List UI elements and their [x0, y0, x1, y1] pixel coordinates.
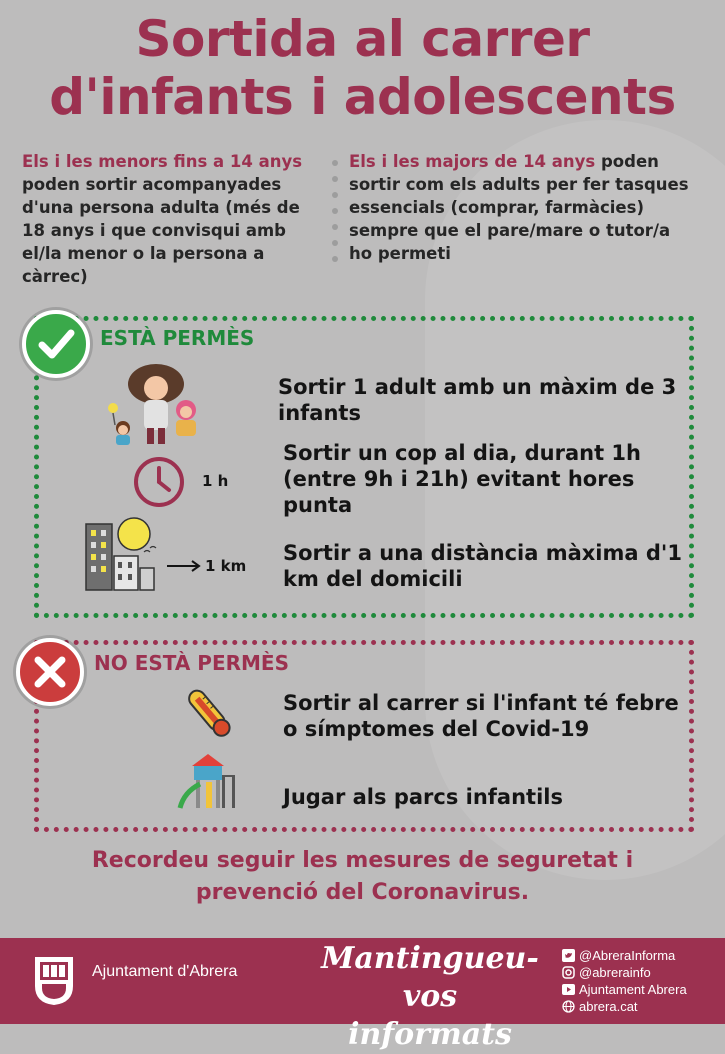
- allowed-item-1: Sortir 1 adult amb un màxim de 3 infants: [278, 375, 677, 425]
- playground-icon: [176, 752, 240, 810]
- forbidden-item-2: Jugar als parcs infantils: [283, 785, 563, 809]
- intro-right-text: poden sortir com els adults per fer tasques essencials (comprar, farmàcies) sempre que el pare/mare o tutor/a ho permeti: [349, 152, 689, 263]
- social-website[interactable]: [562, 998, 687, 1015]
- intro-right-highlight: Els i les majors de 14 anys: [349, 152, 596, 171]
- intro-left-text: poden sortir acompanyades d'una persona adulta (més de 18 anys i que convisqui amb el/la menor o la persona a càrrec): [22, 175, 300, 286]
- arrow-right-icon: [166, 560, 202, 572]
- time-label: 1 h: [202, 472, 229, 490]
- city-icon: [82, 512, 162, 592]
- intro-over-14: [349, 150, 689, 265]
- allowed-item-2: Sortir un cop al dia, durant 1h (entre 9h i 21h) evitant hores punta: [283, 441, 641, 517]
- slogan-line-2: informats: [348, 1017, 512, 1052]
- social-twitter-label: @AbreraInforma: [579, 948, 676, 963]
- title-line-2: d'infants i adolescents: [49, 68, 676, 126]
- coat-of-arms-logo: [34, 956, 74, 1006]
- allowed-item-3: Sortir a una distància màxima d'1 km del domicili: [283, 541, 682, 591]
- forbidden-item-1: Sortir al carrer si l'infant té febre o símptomes del Covid-19: [283, 691, 679, 741]
- social-twitter[interactable]: [562, 947, 687, 964]
- social-youtube[interactable]: [562, 981, 687, 998]
- safety-reminder: [0, 845, 725, 909]
- org-name: Ajuntament d'Abrera: [92, 963, 238, 980]
- dotted-divider: [332, 160, 340, 272]
- forbidden-heading: NO ESTÀ PERMÈS: [90, 651, 293, 675]
- instagram-icon: [562, 966, 575, 979]
- thermometer-icon: [180, 684, 240, 744]
- globe-icon: [562, 1000, 575, 1013]
- intro-left-highlight: Els i les menors fins a 14 anys: [22, 152, 303, 171]
- intro-under-14: [22, 150, 327, 288]
- social-website-label: abrera.cat: [579, 999, 638, 1014]
- social-links: [562, 947, 687, 1015]
- social-instagram[interactable]: [562, 964, 687, 981]
- family-icon: [106, 362, 210, 446]
- title-line-1: Sortida al carrer: [135, 10, 590, 68]
- allowed-heading: ESTÀ PERMÈS: [96, 326, 258, 350]
- clock-icon: [132, 455, 186, 509]
- reminder-line-2: prevenció del Coronavirus.: [195, 880, 530, 905]
- social-instagram-label: @abrerainfo: [579, 965, 651, 980]
- page-title: [0, 10, 725, 126]
- footer: [0, 938, 725, 1052]
- distance-label: 1 km: [205, 557, 247, 575]
- twitter-icon: [562, 949, 575, 962]
- youtube-icon: [562, 983, 575, 996]
- reminder-line-1: Recordeu seguir les mesures de seguretat i: [91, 848, 634, 873]
- cross-icon: [16, 638, 84, 706]
- social-youtube-label: Ajuntament Abrera: [579, 982, 687, 997]
- check-icon: [22, 310, 90, 378]
- slogan: [305, 940, 555, 1054]
- slogan-line-1: Mantingueu-vos: [321, 941, 539, 1014]
